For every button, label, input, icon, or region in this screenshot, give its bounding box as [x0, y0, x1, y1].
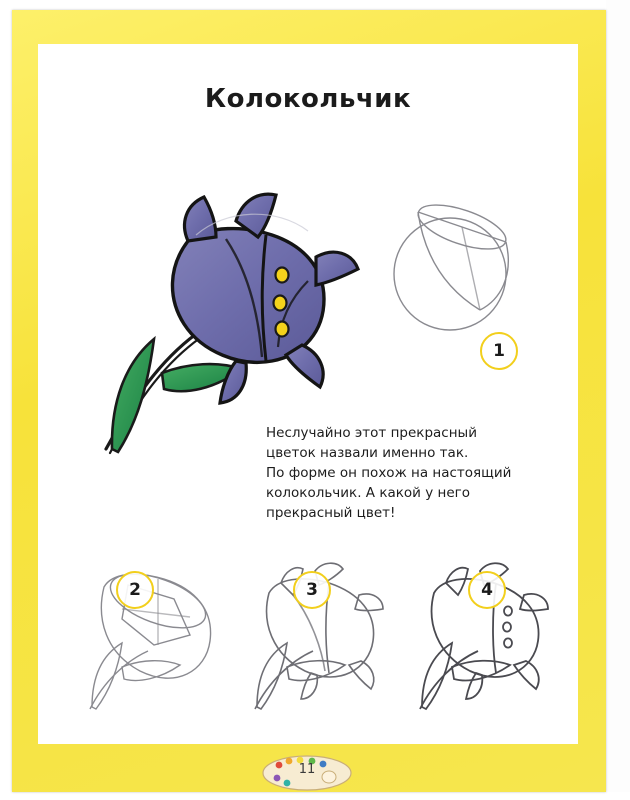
step-3-figure	[243, 549, 413, 729]
scan-margin-top	[0, 0, 630, 10]
step-2-figure	[78, 549, 248, 729]
body-paragraph	[266, 424, 546, 524]
scan-margin-left	[0, 0, 12, 800]
body-line: цветок назвали именно так.	[266, 444, 469, 461]
page-number-palette	[257, 752, 357, 794]
body-line: прекрасный цвет!	[266, 504, 396, 521]
page-content-area	[38, 44, 578, 744]
step-1-badge: 1	[480, 332, 518, 370]
page-number: 11	[298, 762, 316, 777]
body-line: колокольчик. А какой у него	[266, 484, 470, 501]
step-3-badge: 3	[293, 571, 331, 609]
step-4-badge: 4	[468, 571, 506, 609]
step-1-figure	[388, 164, 558, 374]
scan-margin-right	[606, 0, 630, 800]
page-title: Колокольчик	[204, 84, 412, 114]
step-2-badge: 2	[116, 571, 154, 609]
body-line: По форме он похож на настоящий	[266, 464, 512, 481]
book-page-yellow-border	[12, 10, 606, 792]
body-line: Неслучайно этот прекрасный	[266, 425, 477, 441]
